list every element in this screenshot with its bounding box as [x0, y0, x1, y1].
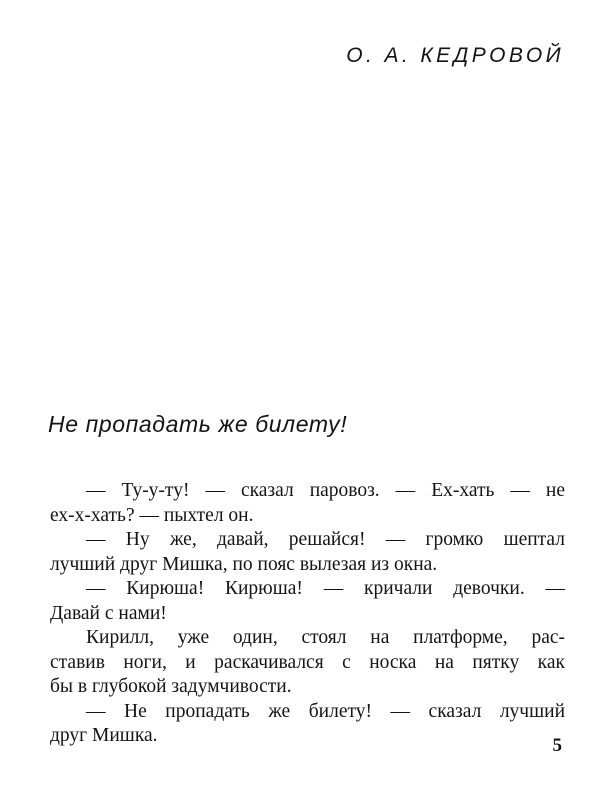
- body-text: [50, 479, 565, 749]
- text-line: ставив ноги, и раскачивался с носка на пятку как: [50, 651, 565, 673]
- text-line: — Ту-у-ту! — сказал паровоз. — Ех-хать — не: [86, 480, 565, 501]
- text-line: ех-х-хать? — пыхтел он.: [50, 504, 254, 526]
- text-line: — Ну же, давай, решайся! — громко шептал: [86, 529, 565, 550]
- text-line: лучший друг Мишка, по пояс вылезая из окна.: [50, 553, 438, 575]
- text-line: — Не пропадать же билету! — сказал лучший: [86, 700, 565, 722]
- dedication: О. А. КЕДРОВОЙ: [346, 44, 564, 67]
- text-line: бы в глубокой задумчивости.: [50, 676, 292, 697]
- chapter-title: Не пропадать же билету!: [48, 411, 348, 437]
- text-line: друг Мишка.: [50, 725, 158, 746]
- page-number: 5: [552, 735, 562, 756]
- text-line: — Кирюша! Кирюша! — кричали девочки. —: [86, 578, 565, 599]
- text-line: Давай с нами!: [50, 602, 167, 624]
- text-line: Кирилл, уже один, стоял на платформе, рас-: [86, 627, 565, 648]
